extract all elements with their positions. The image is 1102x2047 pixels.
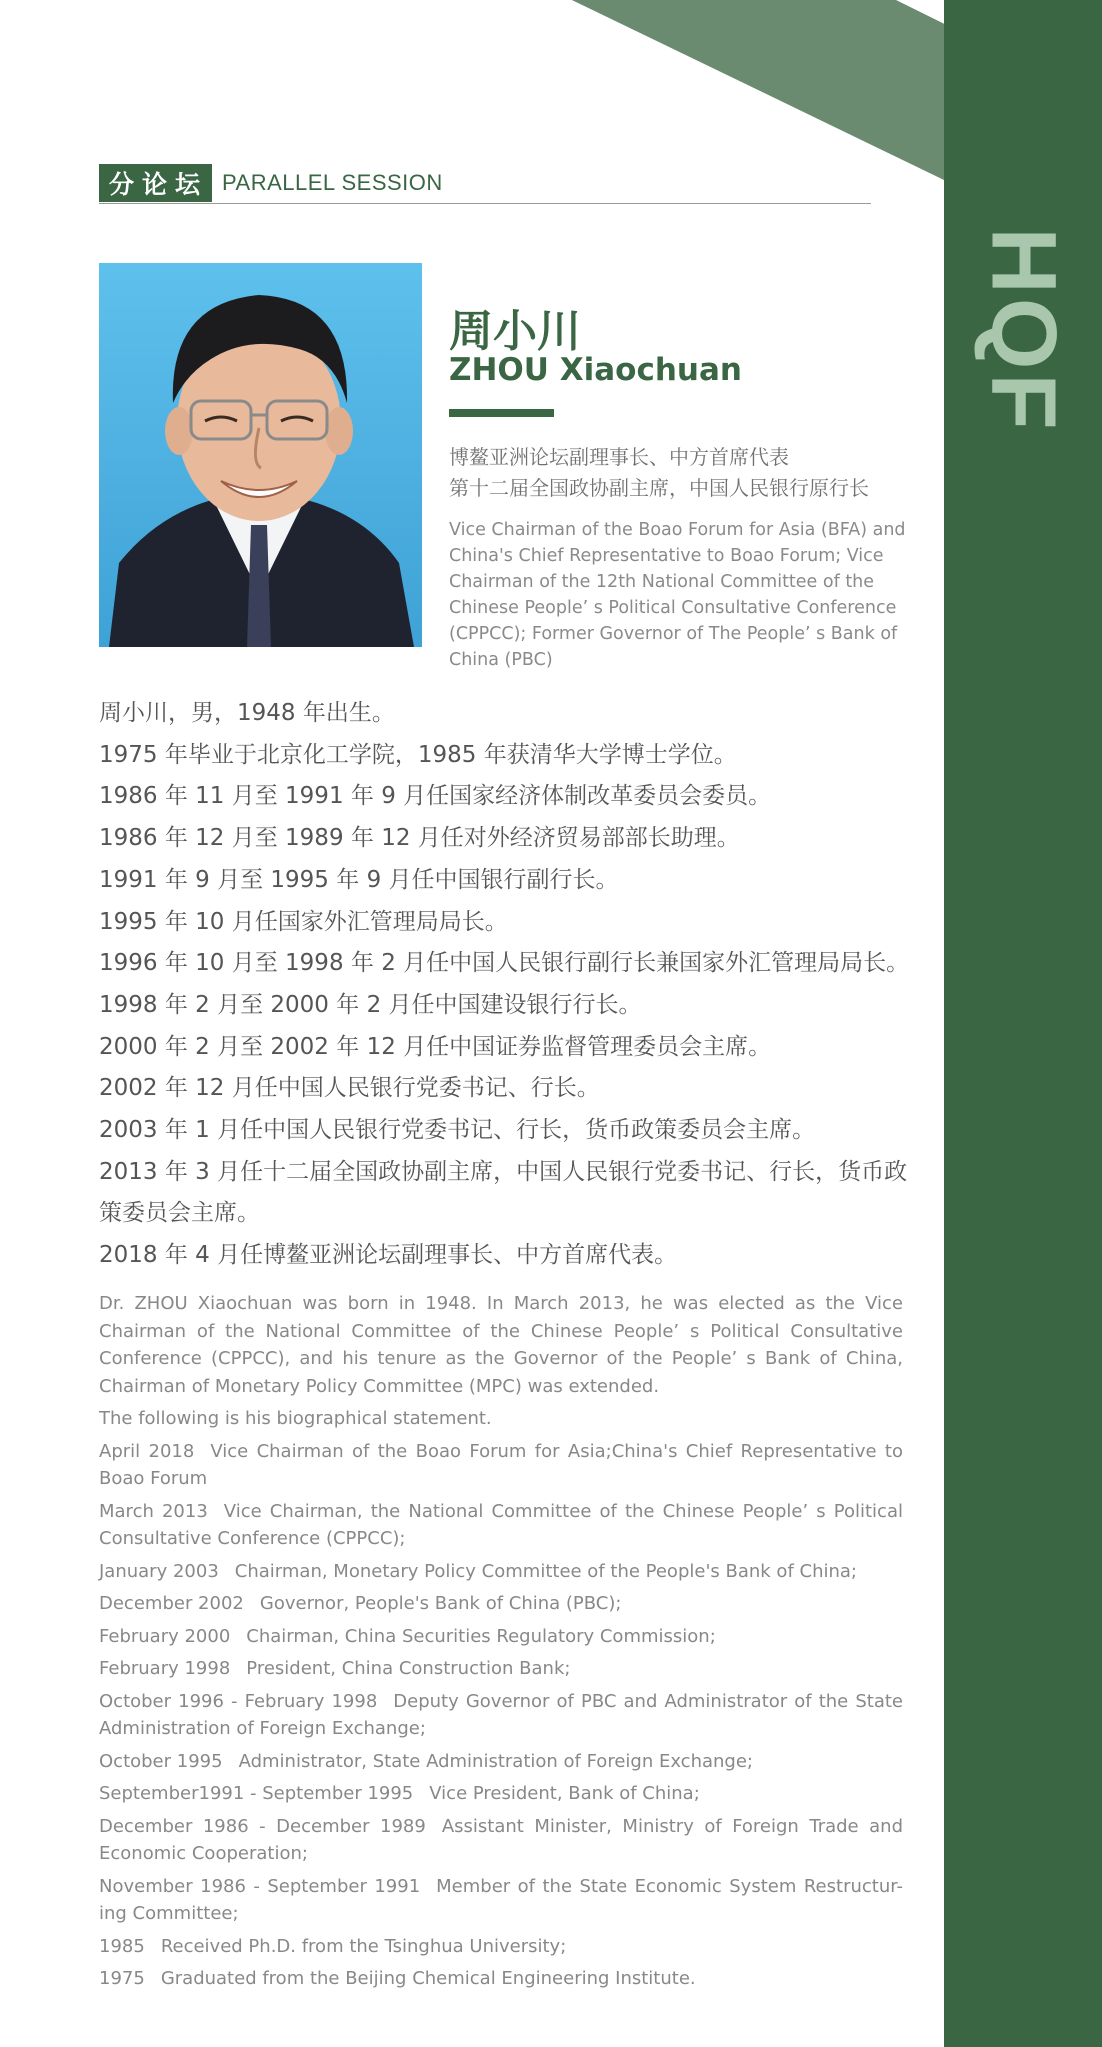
bio-cn-line: 周小川，男，1948 年出生。	[99, 700, 395, 726]
bio-cn-line: 2013 年 3 月任十二届全国政协副主席，中国人民银行党委书记、行长，货币政策委员会主席。	[99, 1158, 908, 1227]
timeline-date: December 1986 - December 1989	[99, 1815, 426, 1837]
title-en: Vice Chairman of the Boao Forum for Asia (BFA) and China's Chief Representative to Boao Forum; Vice Chairman of the 12th National Committee of the Chinese People’ s Political Consultative Conference (CPPCC); Former Governor of The People’ s Bank of China (PBC)	[449, 520, 906, 670]
timeline-date: October 1995	[99, 1750, 223, 1772]
title-cn-line: 博鳌亚洲论坛副理事长、中方首席代表	[449, 445, 789, 469]
timeline-entry	[99, 1748, 903, 1776]
timeline-text: Vice President, Bank of China;	[429, 1783, 700, 1804]
timeline-entry	[99, 1873, 903, 1928]
timeline-date: September1991 - September 1995	[99, 1783, 414, 1804]
timeline-date: November 1986 - September 1991	[99, 1875, 421, 1897]
timeline-date: December 2002	[99, 1593, 244, 1614]
bio-cn-line: 1986 年 12 月至 1989 年 12 月任对外经济贸易部部长助理。	[99, 825, 740, 852]
timeline-entry	[99, 1780, 903, 1808]
bio-cn-line: 2000 年 2 月至 2002 年 12 月任中国证券监督管理委员会主席。	[99, 1033, 772, 1060]
session-label: PARALLEL SESSION	[222, 170, 443, 195]
timeline-date: March 2013	[99, 1500, 208, 1522]
timeline-text: Graduated from the Beijing Chemical Engineering Institute.	[160, 1968, 696, 1989]
portrait-illustration	[99, 263, 422, 647]
timeline-text: Received Ph.D. from the Tsinghua University;	[160, 1935, 567, 1957]
timeline-entry	[99, 1965, 903, 1993]
timeline-date: 1975	[99, 1968, 145, 1989]
timeline-date: October 1996 - February 1998	[99, 1690, 378, 1712]
timeline-text: Chairman, China Securities Regulatory Commission;	[246, 1625, 716, 1647]
bio-cn-line: 2002 年 12 月任中国人民银行党委书记、行长。	[99, 1075, 600, 1102]
title-cn-line: 第十二届全国政协副主席，中国人民银行原行长	[449, 476, 869, 500]
side-logo	[944, 220, 1102, 440]
timeline-entry	[99, 1590, 903, 1618]
bio-cn-line: 1991 年 9 月至 1995 年 9 月任中国银行副行长。	[99, 866, 619, 893]
bio-en-intro: Dr. ZHOU Xiaochuan was born in 1948. In March 2013, he was elected as the Vice Chairman of the National Committee of the Chinese People’ s Political Consultative Conference (CPPCC), and his tenure as the Governor of the People’ s Bank of China, Chairman of Monetary Policy Committee (MPC) was extended.	[99, 1293, 903, 1397]
timeline-text: Vice Chairman, the National Committee of the Chinese People’ s Political Consultative Conference (CPPCC);	[99, 1500, 903, 1549]
timeline-entry	[99, 1933, 903, 1961]
timeline-date: April 2018	[99, 1440, 195, 1462]
session-header	[99, 163, 871, 204]
bio-cn-line: 1975 年毕业于北京化工学院，1985 年获清华大学博士学位。	[99, 741, 737, 768]
timeline-text: Vice Chairman of the Boao Forum for Asia;China's Chief Representative to Boao Forum	[99, 1440, 903, 1489]
bio-cn-line: 1995 年 10 月任国家外汇管理局局长。	[99, 908, 508, 935]
timeline-text: Governor, People's Bank of China (PBC);	[259, 1593, 622, 1614]
biography-cn	[99, 693, 911, 1277]
bio-cn-line: 1996 年 10 月至 1998 年 2 月任中国人民银行副行长兼国家外汇管理局局长。	[99, 950, 910, 977]
timeline-entry	[99, 1558, 903, 1586]
bio-cn-line: 2003 年 1 月任中国人民银行党委书记、行长，货币政策委员会主席。	[99, 1117, 816, 1144]
timeline-text: Deputy Governor of PBC and Administrator of the State Administration of Foreign Exchange;	[99, 1690, 903, 1739]
timeline-date: January 2003	[99, 1560, 219, 1582]
biography-en	[99, 1290, 903, 1998]
portrait-photo	[99, 263, 422, 647]
timeline-text: President, China Construction Bank;	[246, 1658, 571, 1679]
bio-en-lead: The following is his biographical statement.	[99, 1408, 492, 1429]
timeline-entry	[99, 1688, 903, 1743]
timeline-entry	[99, 1498, 903, 1553]
timeline-entry	[99, 1655, 903, 1683]
bio-cn-line: 2018 年 4 月任博鳌亚洲论坛副理事长、中方首席代表。	[99, 1242, 678, 1269]
timeline-date: 1985	[99, 1935, 145, 1957]
titles-cn	[449, 442, 929, 504]
timeline-date: February 2000	[99, 1625, 231, 1647]
timeline-text: Chairman, Monetary Policy Committee of the People's Bank of China;	[234, 1560, 857, 1582]
side-logo-text: HQF	[972, 226, 1075, 434]
timeline-entry	[99, 1438, 903, 1493]
name-underline	[449, 409, 554, 417]
person-name-en: ZHOU Xiaochuan	[449, 352, 742, 388]
person-name-cn: 周小川	[449, 306, 581, 357]
timeline-date: February 1998	[99, 1658, 231, 1679]
bio-cn-line: 1998 年 2 月至 2000 年 2 月任中国建设银行行长。	[99, 991, 642, 1018]
timeline-text: Administrator, State Administration of Foreign Exchange;	[238, 1750, 753, 1772]
session-badge: 分论坛	[99, 164, 212, 202]
timeline-entry	[99, 1813, 903, 1868]
decorative-chevron-graphic	[0, 0, 1102, 180]
timeline-text: Assistant Minister, Ministry of Foreign Trade and Economic Cooperation;	[99, 1815, 904, 1864]
timeline-entry	[99, 1623, 903, 1651]
timeline-text: Member of the State Economic System Restructur-ing Committee;	[99, 1875, 903, 1924]
bio-cn-line: 1986 年 11 月至 1991 年 9 月任国家经济体制改革委员会委员。	[99, 783, 772, 810]
